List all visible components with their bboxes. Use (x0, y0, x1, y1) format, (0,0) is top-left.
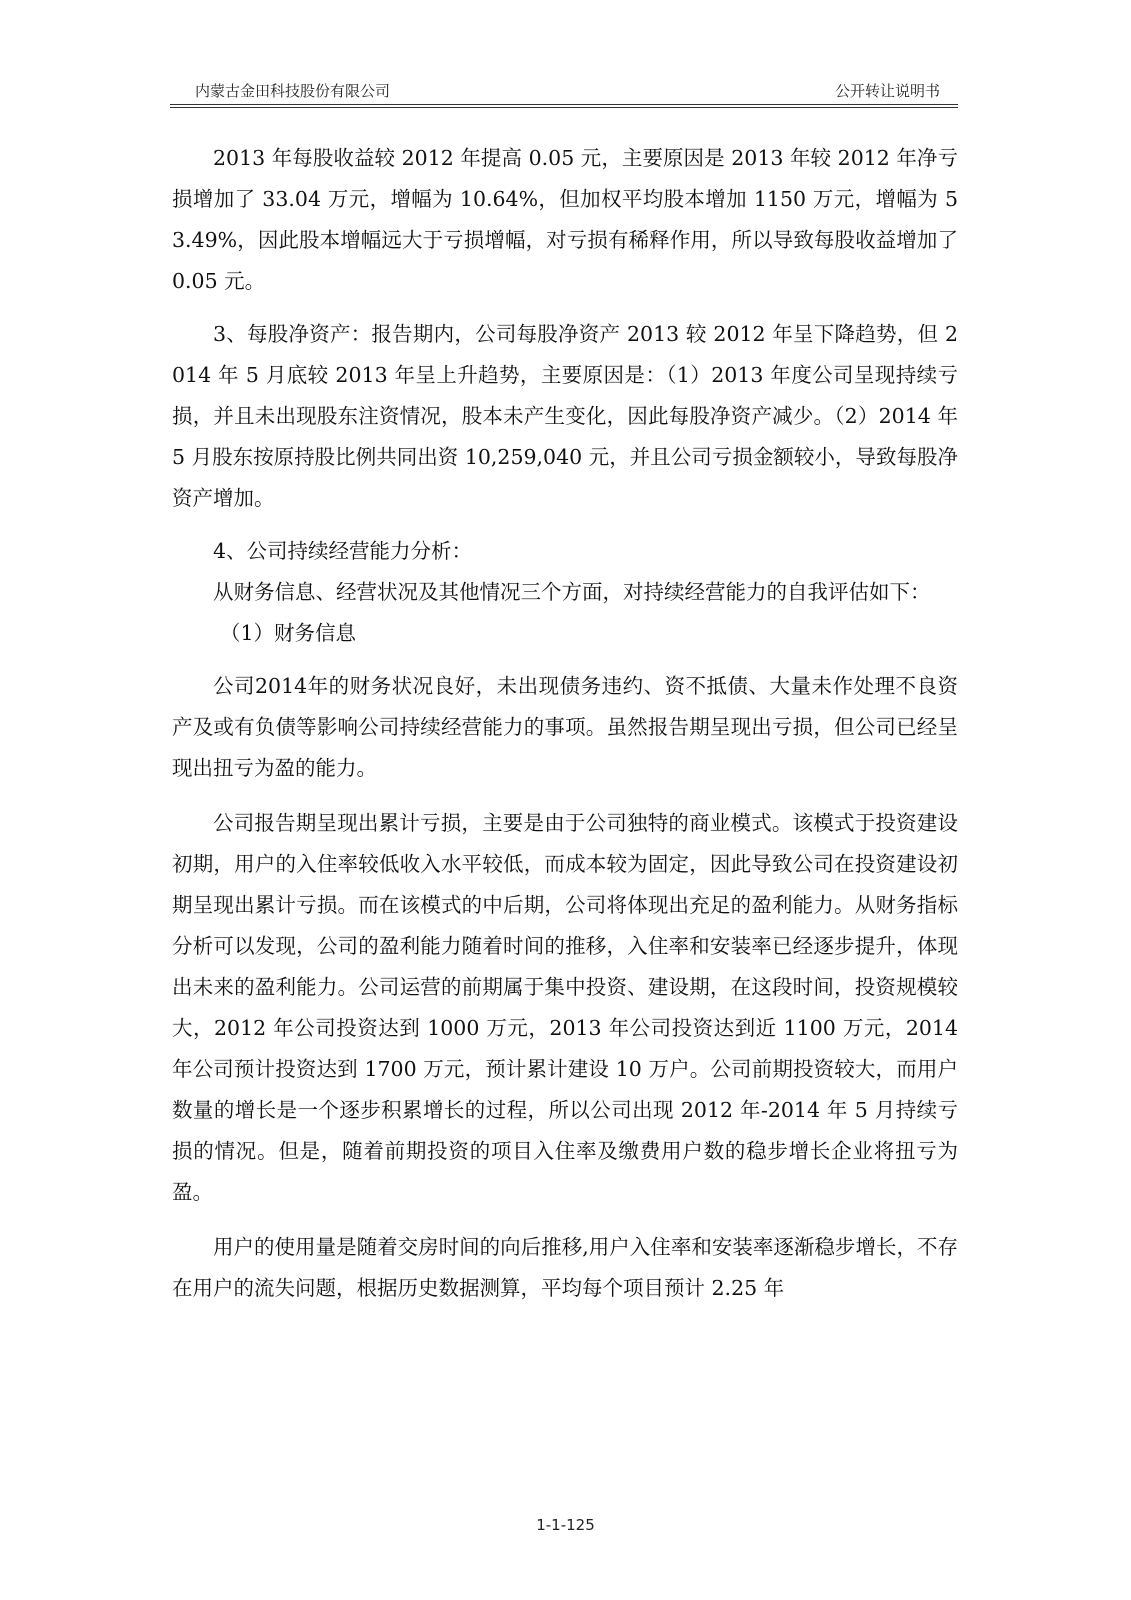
header-document-type: 公开转让说明书 (834, 82, 940, 100)
header-rule-thin (170, 107, 958, 108)
page-header (170, 78, 958, 104)
paragraph-self-assessment-intro: 从财务信息、经营状况及其他情况三个方面，对持续经营能力的自我评估如下： (213, 580, 931, 604)
paragraph-user-growth: 用户的使用量是随着交房时间的向后推移,用户入住率和安装率逐渐稳步增长，不存在用户的流失问题，根据历史数据测算，平均每个项目预计 2.25 年 (172, 1235, 958, 1300)
header-company-name: 内蒙古金田科技股份有限公司 (195, 82, 391, 100)
paragraph-financial-condition: 公司2014年的财务状况良好，未出现债务违约、资不抵债、大量未作处理不良资产及或有负债等影响公司持续经营能力的事项。虽然报告期呈现出亏损，但公司已经呈现出扭亏为盈的能力。 (172, 674, 958, 780)
header-rule (170, 104, 958, 105)
page-number: 1-1-125 (536, 1516, 595, 1534)
section-heading-going-concern: 4、公司持续经营能力分析： (213, 539, 473, 563)
document-body (172, 138, 958, 1309)
paragraph-net-assets-per-share: 3、每股净资产：报告期内，公司每股净资产 2013 较 2012 年呈下降趋势，但 2014 年 5 月底较 2013 年呈上升趋势，主要原因是：（1）2013 年度公司呈现持续亏损，并且未出现股东注资情况，股本未产生变化，因此每股净资产减少。（2）2014 年 5 月股东按原持股比例共同出资 10,259,040 元，并且公司亏损金额较小，导致每股净资产增加。 (172, 322, 958, 510)
paragraph-accumulated-loss: 公司报告期呈现出累计亏损，主要是由于公司独特的商业模式。该模式于投资建设初期，用户的入住率较低收入水平较低，而成本较为固定，因此导致公司在投资建设初期呈现出累计亏损。而在该模式的中后期，公司将体现出充足的盈利能力。从财务指标分析可以发现，公司的盈利能力随着时间的推移，入住率和安装率已经逐步提升，体现出未来的盈利能力。公司运营的前期属于集中投资、建设期，在这段时间，投资规模较大，2012 年公司投资达到 1000 万元，2013 年公司投资达到近 1100 万元，2014 年公司预计投资达到 1700 万元，预计累计建设 10 万户。公司前期投资较大，而用户数量的增长是一个逐步积累增长的过程，所以公司出现 2012 年-2014 年 5 月持续亏损的情况。但是，随着前期投资的项目入住率及缴费用户数的稳步增长企业将扭亏为盈。 (172, 811, 958, 1204)
paragraph-eps-analysis: 2013 年每股收益较 2012 年提高 0.05 元，主要原因是 2013 年较 2012 年净亏损增加了 33.04 万元，增幅为 10.64%，但加权平均股本增加 1150 万元，增幅为 53.49%，因此股本增幅远大于亏损增幅，对亏损有稀释作用，所以导致每股收益增加了 0.05 元。 (172, 146, 958, 293)
subheading-financial-info: （1）财务信息 (220, 621, 357, 645)
